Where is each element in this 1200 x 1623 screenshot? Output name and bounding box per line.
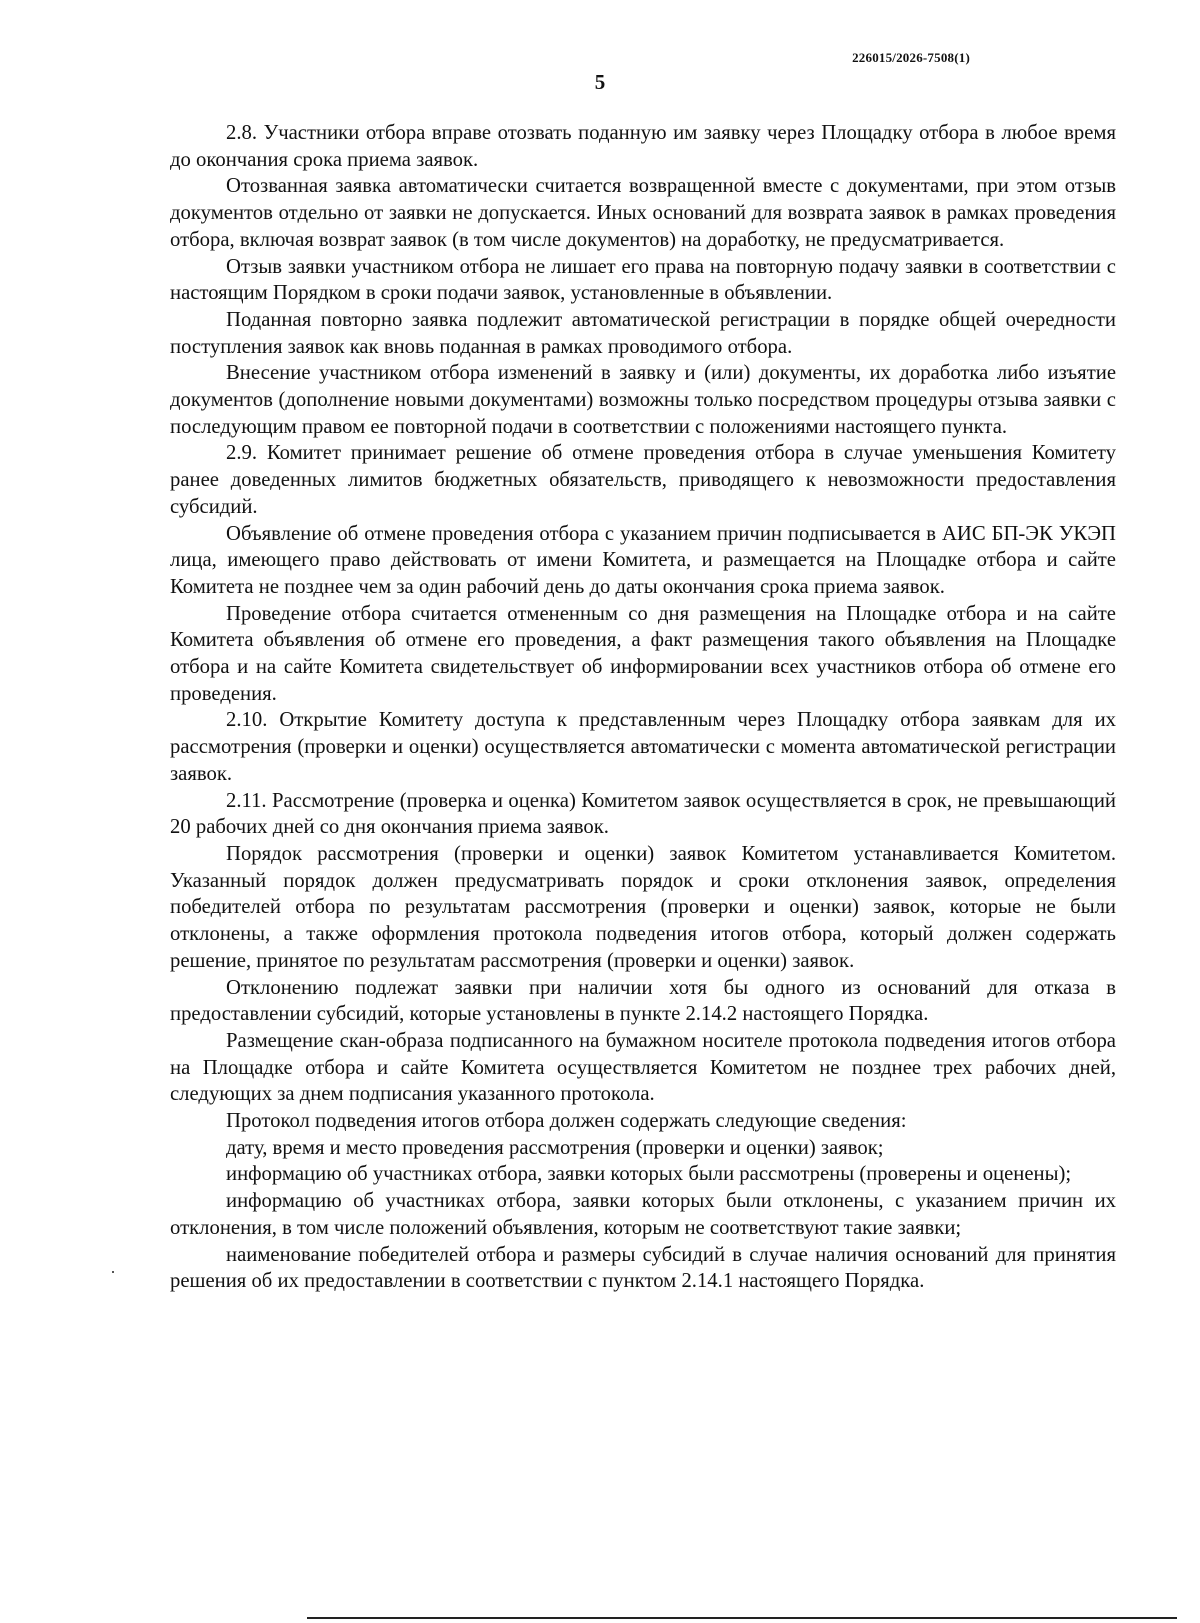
paragraph-2-9: 2.9. Комитет принимает решение об отмене проведения отбора в случае уменьшения Комитету ранее доведенных лимитов бюджетных обязательств, приводящего к невозможности предоставления субсидий. <box>170 442 1116 518</box>
paragraph: Отклонению подлежат заявки при наличии хотя бы одного из оснований для отказа в предоставлении субсидий, которые установлены в пункте 2.14.2 настоящего Порядка. <box>170 976 1116 1026</box>
page-number: 5 <box>594 70 606 94</box>
paragraph: Внесение участником отбора изменений в заявку и (или) документы, их доработка либо изъятие документов (дополнение новыми документами) возможны только посредством процедуры отзыва заявки с последующим правом ее повторной подачи в соответствии с положениями настоящего пункта. <box>170 362 1116 438</box>
list-item: дату, время и место проведения рассмотрения (проверки и оценки) заявок; <box>226 1136 884 1159</box>
document-registration-number: 226015/2026-7508(1) <box>852 50 970 65</box>
paragraph-2-10: 2.10. Открытие Комитету доступа к представленным через Площадку отбора заявкам для их рассмотрения (проверки и оценки) осуществляется автоматически с момента автоматической регистрации заявок. <box>170 709 1116 785</box>
paragraph: Порядок рассмотрения (проверки и оценки) заявок Комитетом устанавливается Комитетом. Указанный порядок должен предусматривать порядок и сроки отклонения заявок, определения победителей отбора по результатам рассмотрения (проверки и оценки) заявок, которые не были отклонены, а также оформления протокола подведения итогов отбора, который должен содержать решение, принятое по результатам рассмотрения (проверки и оценки) заявок. <box>170 842 1116 972</box>
paragraph: Проведение отбора считается отмененным со дня размещения на Площадке отбора и на сайте Комитета объявления об отмене его проведения, а факт размещения такого объявления на Площадке отбора и на сайте Комитета свидетельствует об информировании всех участников отбора об отмене его проведения. <box>170 602 1116 705</box>
paragraph: Отзыв заявки участником отбора не лишает его права на повторную подачу заявки в соответствии с настоящим Порядком в сроки подачи заявок, установленные в объявлении. <box>170 255 1116 305</box>
paragraph: Поданная повторно заявка подлежит автоматической регистрации в порядке общей очередности поступления заявок как вновь поданная в рамках проводимого отбора. <box>170 308 1116 358</box>
list-item: информацию об участниках отбора, заявки которых были отклонены, с указанием причин их отклонения, в том числе положений объявления, которым не соответствуют такие заявки; <box>170 1190 1116 1239</box>
scan-artifact <box>112 1271 114 1273</box>
paragraph: Размещение скан-образа подписанного на бумажном носителе протокола подведения итогов отбора на Площадке отбора и сайте Комитета осуществляется Комитетом не позднее трех рабочих дней, следующих за днем подписания указанного протокола. <box>170 1029 1116 1106</box>
paragraph-2-11: 2.11. Рассмотрение (проверка и оценка) Комитетом заявок осуществляется в срок, не превышающий 20 рабочих дней со дня окончания приема заявок. <box>170 789 1116 839</box>
paragraph: Протокол подведения итогов отбора должен содержать следующие сведения: <box>226 1110 907 1133</box>
page-bottom-edge <box>307 1617 1177 1619</box>
document-body <box>170 120 1116 1295</box>
list-item: наименование победителей отбора и размеры субсидий в случае наличия оснований для принятия решения об их предоставлении в соответствии с пунктом 2.14.1 настоящего Порядка. <box>170 1243 1116 1293</box>
paragraph-2-8: 2.8. Участники отбора вправе отозвать поданную им заявку через Площадку отбора в любое время до окончания срока приема заявок. <box>170 122 1116 171</box>
list-item: информацию об участниках отбора, заявки которых были рассмотрены (проверены и оценены); <box>226 1163 1072 1186</box>
paragraph: Объявление об отмене проведения отбора с указанием причин подписывается в АИС БП-ЭК УКЭП лица, имеющего право действовать от имени Комитета, и размещается на Площадке отбора и сайте Комитета не позднее чем за один рабочий день до даты окончания срока приема заявок. <box>170 522 1116 598</box>
paragraph: Отозванная заявка автоматически считается возвращенной вместе с документами, при этом отзыв документов отдельно от заявки не допускается. Иных оснований для возврата заявок в рамках проведения отбора, включая возврат заявок (в том числе документов) на доработку, не предусматривается. <box>170 175 1116 251</box>
